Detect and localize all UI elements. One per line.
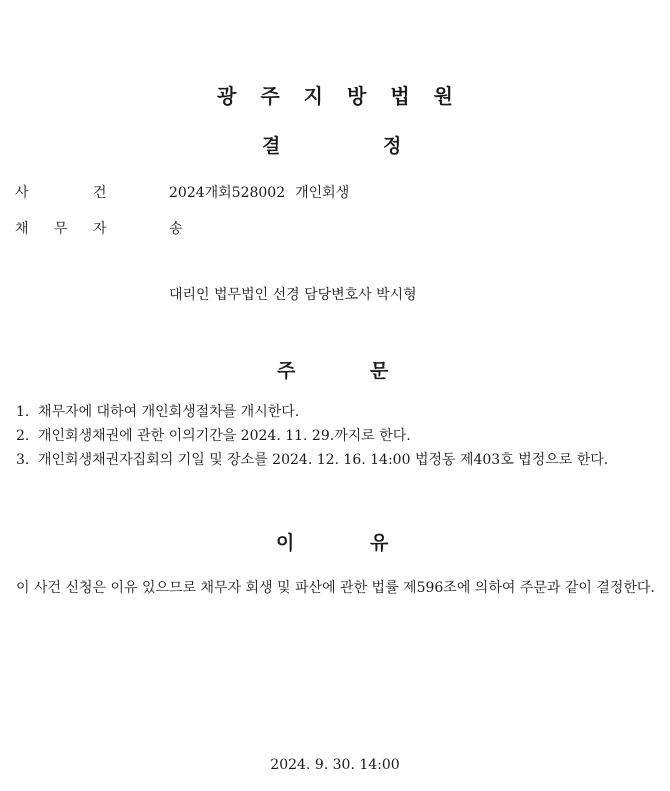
reason-text: 이 사건 신청은 이유 있으므로 채무자 회생 및 파산에 관한 법률 제596조에 의하여 주문과 같이 결정한다.	[16, 580, 655, 596]
order-item	[16, 448, 656, 472]
order-item	[16, 424, 656, 448]
order-item-text: 개인회생채권에 관한 이의기간을 2024. 11. 29.까지로 한다.	[38, 428, 411, 444]
case-label-char: 사	[15, 185, 29, 201]
debtor-label-char: 채	[15, 221, 29, 237]
decision-heading-char: 정	[383, 135, 402, 157]
debtor-label-char: 자	[93, 221, 107, 237]
case-type: 개인회생	[295, 185, 350, 201]
court-name-char: 방	[347, 84, 367, 108]
decision-date: 2024. 9. 30. 14:00	[270, 757, 400, 773]
court-name-title	[0, 80, 670, 109]
case-label-char: 건	[93, 185, 107, 201]
legal-agent: 대리인 법무법인 선경 담당변호사 박시형	[169, 287, 417, 303]
debtor-label-char: 무	[54, 221, 68, 237]
debtor-name: 송	[169, 221, 183, 237]
decision-heading-char: 결	[262, 135, 281, 157]
order-item-number: 2.	[16, 428, 30, 444]
court-name-char: 원	[433, 84, 453, 108]
case-value	[169, 183, 349, 203]
court-name-char: 법	[390, 84, 410, 108]
order-item-text: 채무자에 대하여 개인회생절차를 개시한다.	[38, 404, 300, 420]
court-name-char: 주	[260, 84, 280, 108]
reason-heading-char: 이	[276, 532, 295, 554]
order-item-number: 1.	[16, 404, 30, 420]
order-item-text: 개인회생채권자집회의 기일 및 장소를 2024. 12. 16. 14:00 법정동 제403호 법정으로 한다.	[38, 452, 609, 468]
order-heading-char: 문	[370, 360, 389, 382]
order-item	[16, 400, 656, 424]
court-name-char: 지	[303, 84, 323, 108]
order-item-number: 3.	[16, 452, 30, 468]
order-list	[16, 400, 656, 472]
order-heading-char: 주	[277, 360, 296, 382]
case-number: 2024개회528002	[169, 185, 286, 201]
reason-heading-char: 유	[370, 532, 389, 554]
court-name-char: 광	[217, 84, 237, 108]
